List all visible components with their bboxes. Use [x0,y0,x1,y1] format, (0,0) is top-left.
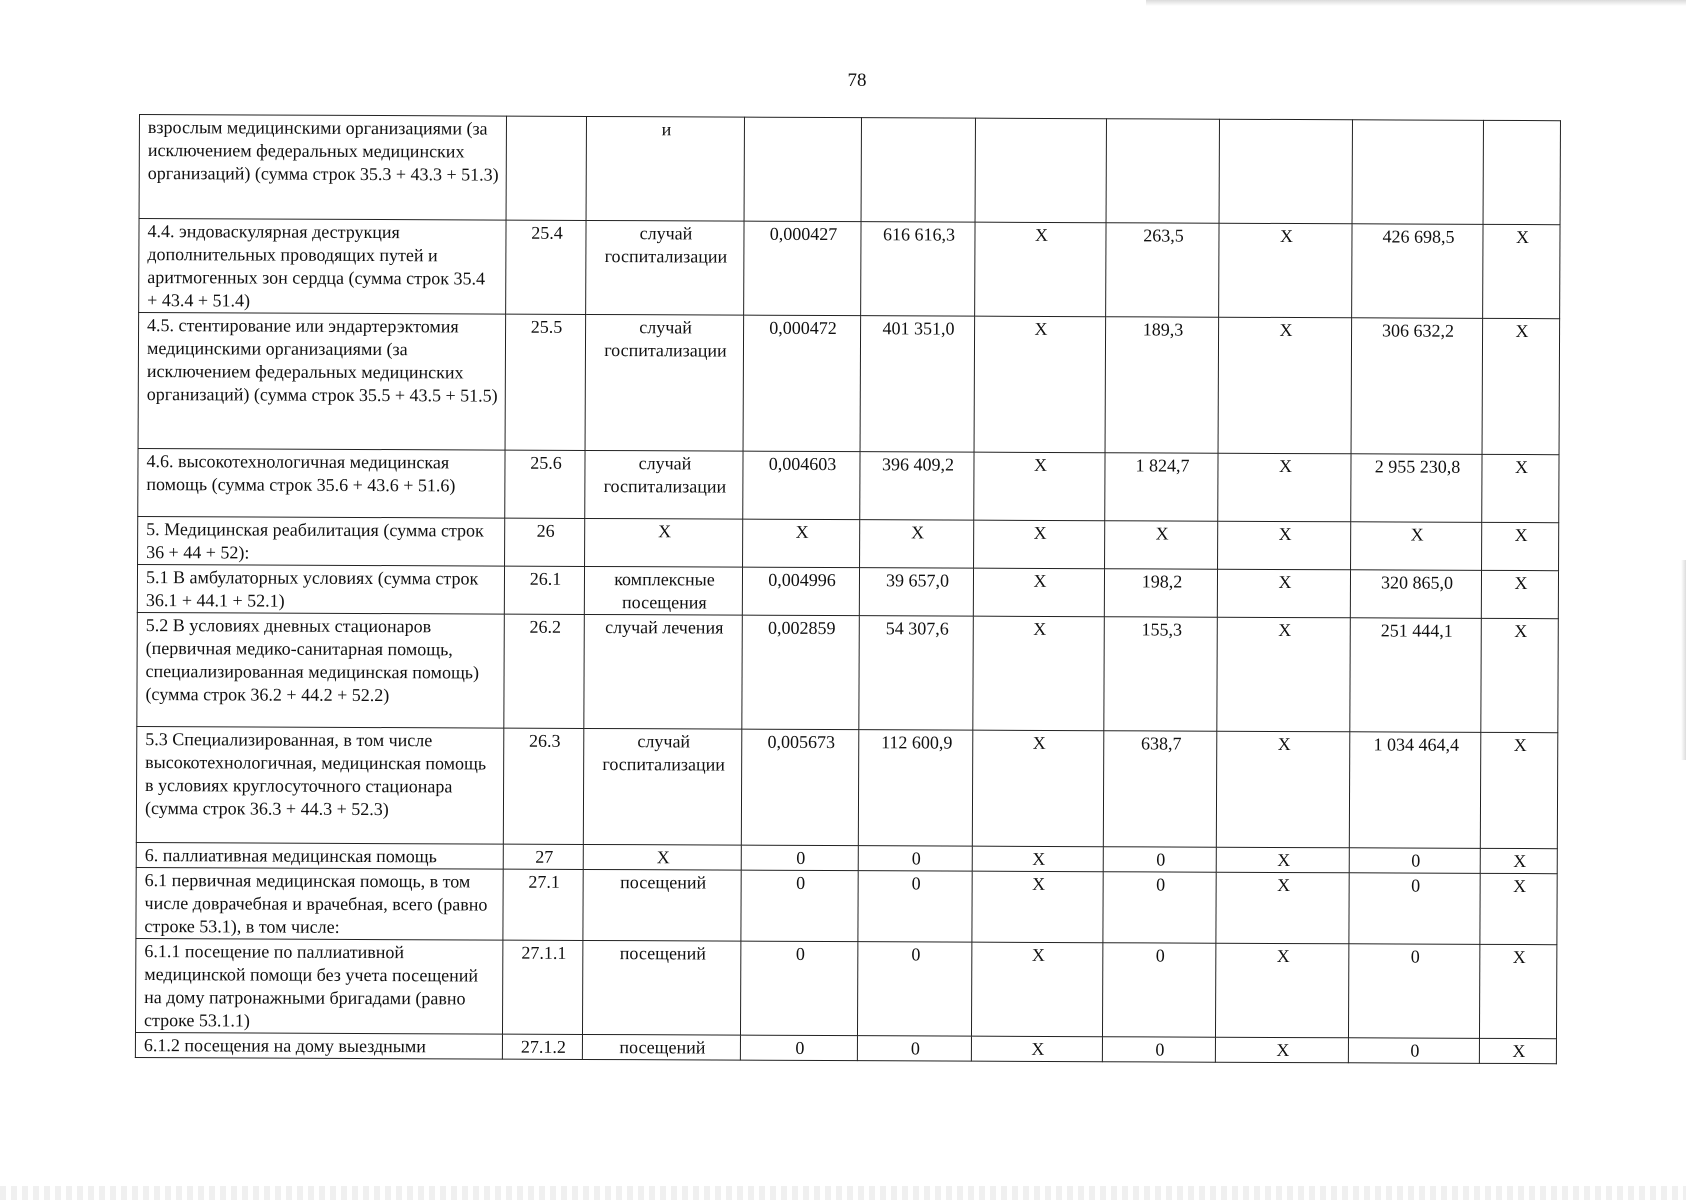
value-cell: Х [1479,1038,1556,1063]
table-row [138,516,1559,570]
value-cell: Х [972,871,1103,943]
row-number-cell: 25.6 [505,450,585,518]
row-number-cell: 25.4 [506,220,586,314]
value-cell: Х [974,316,1106,453]
value-cell: 0 [740,941,857,1036]
table-row [137,612,1558,732]
row-number-cell: 26.1 [504,566,584,614]
table-row [135,1032,1556,1063]
row-name-cell: 4.5. стентирование или эндартерэктомия медицинскими организациями (за исключением федеральных медицинских организаций) (сумма строк 35.5 + 43.5 + 51.5) [138,313,506,451]
value-cell: 0,000427 [744,221,861,316]
value-cell: 251 444,1 [1350,618,1481,733]
value-cell: 2 955 230,8 [1351,454,1482,523]
row-number-cell: 25.5 [505,314,586,450]
table-row [135,938,1556,1038]
table-row [137,564,1558,618]
value-cell [1106,119,1219,223]
value-cell: 0 [741,870,858,942]
value-cell: Х [1215,943,1348,1038]
row-name-cell: 6.1 первичная медицинская помощь, в том числе доврачебная и врачебная, всего (равно строке 53.1), в том числе: [136,867,503,940]
value-cell: Х [1216,872,1349,944]
value-cell: 39 657,0 [859,568,973,616]
value-cell: Х [1482,522,1559,570]
value-cell: 0 [1349,848,1480,874]
value-cell: Х [971,942,1102,1037]
value-cell: Х [1105,521,1218,569]
value-cell: Х [1480,732,1558,848]
value-cell: Х [860,520,974,568]
value-cell: 0,005673 [741,729,859,846]
value-cell: Х [1482,454,1559,522]
value-cell: 0 [740,1035,857,1061]
row-number-cell: 27 [503,844,583,869]
row-number-cell [506,116,586,220]
scan-edge-right [1681,560,1686,760]
value-cell: 0 [857,942,971,1036]
row-number-cell: 27.1.2 [502,1034,582,1059]
value-cell: Х [1480,873,1557,944]
value-cell: 0 [1102,1037,1215,1062]
table-row [138,313,1560,455]
row-name-cell: 5.1 В амбулаторных условиях (сумма строк 36.1 + 44.1 + 52.1) [137,564,504,614]
unit-cell: комплексные посещения [584,566,742,615]
value-cell: Х [1479,944,1556,1038]
value-cell: Х [971,1036,1102,1062]
unit-cell: случай госпитализации [583,728,742,845]
value-cell: 0,004603 [743,451,860,520]
value-cell: Х [1217,617,1350,732]
table-row [139,219,1560,319]
table-row [136,726,1557,848]
unit-cell: Х [585,518,743,567]
value-cell [1219,119,1352,224]
value-cell: Х [972,730,1104,847]
value-cell: 0 [1103,847,1216,872]
value-cell: 54 307,6 [859,616,973,730]
value-cell: 0,000472 [743,315,861,452]
value-cell: Х [974,452,1105,521]
value-cell: 638,7 [1103,731,1217,847]
value-cell: Х [1480,848,1557,873]
table-row [138,448,1559,522]
unit-cell: случай госпитализации [585,314,744,451]
row-name-cell: 5.3 Специализированная, в том числе высокотехнологичная, медицинская помощь в условиях круглосуточного стационара (сумма строк 36.3 + 44.3 + 52.3) [136,726,504,844]
value-cell: Х [973,616,1104,731]
scan-edge-bottom [0,1186,1686,1200]
value-cell: Х [1216,847,1349,873]
value-cell: Х [1215,1037,1348,1063]
row-name-cell: взрослым медицинскими организациями (за исключением федеральных медицинских организаций) (сумма строк 35.3 + 43.3 + 51.3) [139,115,506,221]
data-table [135,114,1561,1064]
value-cell: Х [974,520,1105,569]
row-number-cell: 27.1.1 [502,940,582,1034]
unit-cell: случай госпитализации [586,220,744,315]
row-name-cell: 6.1.1 посещение по паллиативной медицинской помощи без учета посещений на дому патронажными бригадами (равно строке 53.1.1) [135,938,502,1034]
table-row [139,115,1560,225]
value-cell: 0 [1102,943,1215,1037]
row-number-cell: 26 [505,518,585,566]
value-cell: Х [1351,522,1482,571]
unit-cell: и [586,116,744,221]
row-number-cell: 27.1 [503,869,583,940]
value-cell: Х [973,568,1104,617]
value-cell [1483,120,1560,224]
value-cell: Х [1218,521,1351,570]
row-number-cell: 26.2 [504,614,584,728]
row-name-cell: 4.4. эндоваскулярная деструкция дополнительных проводящих путей и аритмогенных зон сердца (сумма строк 35.4 + 43.4 + 51.4) [139,219,506,315]
value-cell: Х [1218,453,1351,522]
unit-cell: случай лечения [584,614,742,729]
value-cell: Х [1218,317,1352,454]
value-cell: 155,3 [1104,617,1217,731]
value-cell: Х [1481,618,1558,732]
value-cell: Х [972,846,1103,872]
value-cell: 0 [1103,872,1216,943]
value-cell: 1 824,7 [1105,453,1218,521]
value-cell: Х [1217,569,1350,618]
unit-cell: посещений [582,940,740,1035]
row-number-cell: 26.3 [503,728,584,844]
value-cell: 0 [741,845,858,871]
scan-edge-top [1146,0,1686,6]
value-cell: 616 616,3 [861,222,975,316]
unit-cell: Х [583,844,741,870]
value-cell [861,118,975,222]
value-cell: 396 409,2 [860,452,974,520]
value-cell: 0 [858,846,972,871]
value-cell: 189,3 [1105,317,1219,453]
value-cell: 306 632,2 [1351,318,1483,455]
value-cell: Х [1482,318,1560,454]
row-name-cell: 5.2 В условиях дневных стационаров (первичная медико-санитарная помощь, специализированная медицинская помощь) (сумма строк 36.2 + 44.2 + 52.2) [137,612,504,728]
value-cell: 0,002859 [742,615,859,730]
value-cell: 0 [857,1036,971,1061]
value-cell: Х [1481,570,1558,618]
value-cell: 0 [1348,944,1479,1039]
value-cell: Х [743,519,860,568]
value-cell: 320 865,0 [1350,570,1481,619]
value-cell: 263,5 [1106,223,1219,317]
page-number: 78 [847,70,867,91]
value-cell: Х [1219,223,1352,318]
value-cell: 426 698,5 [1352,224,1483,319]
unit-cell: посещений [582,1034,740,1060]
value-cell: Х [1483,224,1560,318]
value-cell [1352,120,1483,225]
row-name-cell: 6.1.2 посещения на дому выездными [135,1032,502,1059]
value-cell: 112 600,9 [858,730,973,846]
table-row [136,867,1557,944]
value-cell [975,118,1106,223]
value-cell: 1 034 464,4 [1349,732,1481,849]
row-name-cell: 4.6. высокотехнологичная медицинская помощь (сумма строк 35.6 + 43.6 + 51.6) [138,448,505,518]
row-name-cell: 6. паллиативная медицинская помощь [136,842,503,869]
value-cell: 401 351,0 [860,316,975,452]
unit-cell: случай госпитализации [585,450,743,519]
unit-cell: посещений [583,869,741,941]
value-cell: 0,004996 [742,567,859,616]
value-cell: Х [1216,731,1350,848]
value-cell: Х [975,222,1106,317]
value-cell: 0 [858,871,972,942]
row-name-cell: 5. Медицинская реабилитация (сумма строк 36 + 44 + 52): [138,516,505,566]
value-cell: 198,2 [1104,569,1217,617]
value-cell: 0 [1349,873,1480,945]
value-cell: 0 [1348,1038,1479,1064]
value-cell [744,117,861,222]
